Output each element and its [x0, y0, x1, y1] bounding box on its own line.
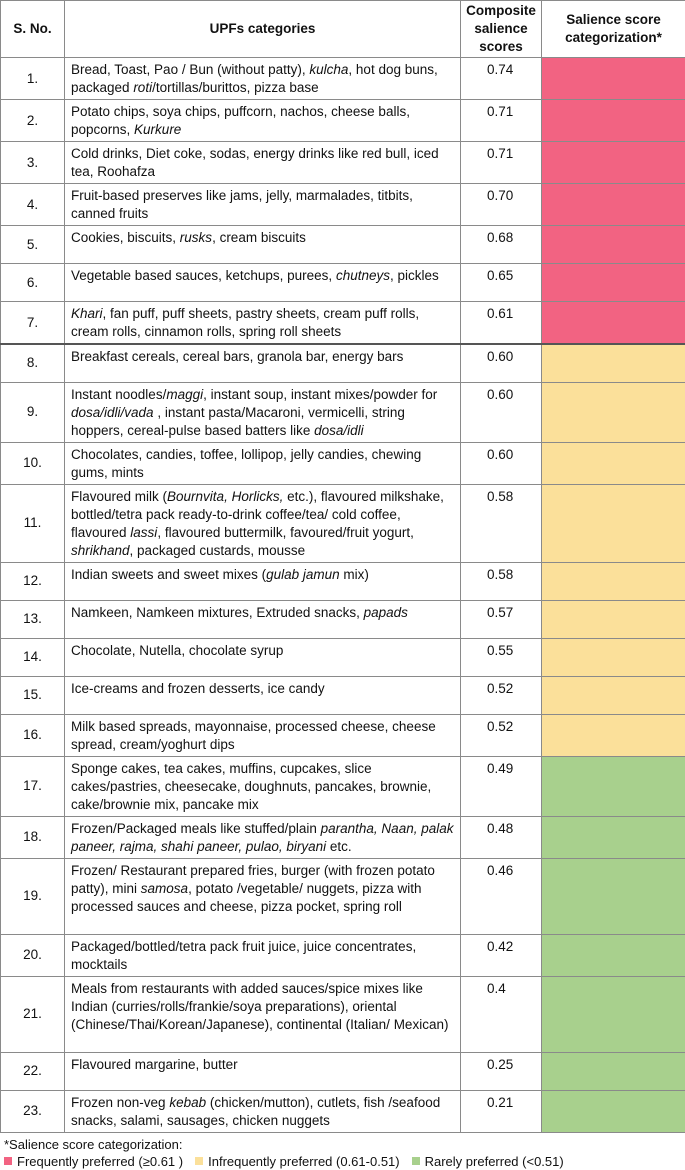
- row-categorization-swatch: [542, 226, 685, 264]
- category-text: Cold drinks, Diet coke, sodas, energy drinks like red bull, iced tea, Roohafza: [71, 146, 439, 179]
- table-row: [1, 100, 685, 142]
- legend-label: Frequently preferred (≥0.61 ): [17, 1153, 183, 1170]
- row-categorization-swatch: [542, 638, 685, 676]
- category-italic-term: rusks: [180, 230, 212, 245]
- category-italic-term: kebab: [169, 1095, 206, 1110]
- category-text: Packaged/bottled/tetra pack fruit juice, juice concentrates, mocktails: [71, 939, 416, 972]
- legend: [4, 1153, 685, 1170]
- row-score: 0.46: [461, 858, 542, 934]
- category-italic-term: dosa/idli: [314, 423, 364, 438]
- row-score: 0.4: [461, 976, 542, 1052]
- row-score: 0.71: [461, 142, 542, 184]
- row-sno: 23.: [1, 1090, 65, 1132]
- category-italic-term: maggi: [166, 387, 203, 402]
- table-row: [1, 264, 685, 302]
- category-text: Breakfast cereals, cereal bars, granola bar, energy bars: [71, 349, 403, 364]
- row-score: 0.21: [461, 1090, 542, 1132]
- category-italic-term: roti: [133, 80, 152, 95]
- row-score: 0.49: [461, 756, 542, 816]
- row-score: 0.48: [461, 816, 542, 858]
- row-sno: 6.: [1, 264, 65, 302]
- table-row: [1, 1052, 685, 1090]
- row-categorization-swatch: [542, 184, 685, 226]
- category-italic-term: Khari: [71, 306, 103, 321]
- row-categorization-swatch: [542, 676, 685, 714]
- table-row: [1, 382, 685, 442]
- header-sno: S. No.: [1, 1, 65, 58]
- legend-square-icon: [412, 1157, 420, 1165]
- row-sno: 15.: [1, 676, 65, 714]
- row-categorization-swatch: [542, 562, 685, 600]
- category-text: Instant noodles/: [71, 387, 166, 402]
- row-score: 0.42: [461, 934, 542, 976]
- row-categorization-swatch: [542, 264, 685, 302]
- category-text: , pickles: [390, 268, 439, 283]
- row-category: [65, 562, 461, 600]
- table-row: [1, 226, 685, 264]
- category-text: etc.), flavoured milkshake, bottled/tetra pack ready-to-drink coffee/tea/ cold coffee, flavoured: [71, 489, 444, 540]
- row-categorization-swatch: [542, 934, 685, 976]
- row-category: [65, 714, 461, 756]
- row-score: 0.68: [461, 226, 542, 264]
- legend-square-icon: [4, 1157, 12, 1165]
- category-text: Frozen/ Restaurant prepared fries, burger (with frozen potato patty), mini: [71, 863, 435, 896]
- table-body: [1, 58, 685, 1133]
- row-category: [65, 264, 461, 302]
- category-text: Flavoured margarine, butter: [71, 1057, 238, 1072]
- table-row: [1, 184, 685, 226]
- row-score: 0.65: [461, 264, 542, 302]
- table-row: [1, 1090, 685, 1132]
- table-row: [1, 302, 685, 345]
- row-category: [65, 226, 461, 264]
- row-categorization-swatch: [542, 382, 685, 442]
- row-sno: 4.: [1, 184, 65, 226]
- table-row: [1, 58, 685, 100]
- row-sno: 17.: [1, 756, 65, 816]
- row-sno: 13.: [1, 600, 65, 638]
- row-category: [65, 756, 461, 816]
- row-category: [65, 676, 461, 714]
- row-category: [65, 58, 461, 100]
- table-row: [1, 816, 685, 858]
- table-row: [1, 934, 685, 976]
- table-row: [1, 638, 685, 676]
- category-italic-term: gulab jamun: [266, 567, 340, 582]
- legend-label: Rarely preferred (<0.51): [425, 1153, 564, 1170]
- row-sno: 12.: [1, 562, 65, 600]
- category-text: Bread, Toast, Pao / Bun (without patty),: [71, 62, 309, 77]
- category-text: Namkeen, Namkeen mixtures, Extruded snacks,: [71, 605, 364, 620]
- row-categorization-swatch: [542, 484, 685, 562]
- legend-item-rare: [412, 1153, 564, 1170]
- header-categorization: Salience score categorization*: [542, 1, 685, 58]
- row-score: 0.58: [461, 484, 542, 562]
- row-sno: 8.: [1, 344, 65, 382]
- row-category: [65, 934, 461, 976]
- category-italic-term: shrikhand: [71, 543, 130, 558]
- header-score: Composite salience scores: [461, 1, 542, 58]
- table-row: [1, 142, 685, 184]
- category-italic-term: dosa/idli/vada: [71, 405, 154, 420]
- row-category: [65, 976, 461, 1052]
- category-text: Flavoured milk (: [71, 489, 167, 504]
- row-sno: 11.: [1, 484, 65, 562]
- category-text: , hot dog buns, packaged: [71, 62, 438, 95]
- row-categorization-swatch: [542, 58, 685, 100]
- category-italic-term: lassi: [130, 525, 157, 540]
- row-score: 0.60: [461, 382, 542, 442]
- row-score: 0.25: [461, 1052, 542, 1090]
- row-category: [65, 638, 461, 676]
- row-category: [65, 302, 461, 345]
- row-category: [65, 484, 461, 562]
- category-text: , instant soup, instant mixes/powder for: [203, 387, 437, 402]
- category-text: Indian sweets and sweet mixes (: [71, 567, 266, 582]
- category-text: Sponge cakes, tea cakes, muffins, cupcakes, slice cakes/pastries, cheesecake, doughnuts, pancakes, brownie, cake/brownie mix, pancake mix: [71, 761, 431, 812]
- row-category: [65, 816, 461, 858]
- row-categorization-swatch: [542, 816, 685, 858]
- row-score: 0.58: [461, 562, 542, 600]
- row-category: [65, 142, 461, 184]
- category-text: Ice-creams and frozen desserts, ice candy: [71, 681, 325, 696]
- legend-item-frequent: [4, 1153, 183, 1170]
- category-text: Milk based spreads, mayonnaise, processed cheese, cheese spread, cream/yoghurt dips: [71, 719, 436, 752]
- row-category: [65, 600, 461, 638]
- category-text: Potato chips, soya chips, puffcorn, nachos, cheese balls, popcorns,: [71, 104, 410, 137]
- table-row: [1, 756, 685, 816]
- category-text: , fan puff, puff sheets, pastry sheets, cream puff rolls, cream rolls, cinnamon rolls, spring roll sheets: [71, 306, 419, 339]
- table-footer: [0, 1133, 685, 1170]
- row-sno: 10.: [1, 442, 65, 484]
- row-category: [65, 382, 461, 442]
- table-row: [1, 442, 685, 484]
- footer-note: *Salience score categorization:: [4, 1136, 685, 1153]
- row-category: [65, 184, 461, 226]
- row-categorization-swatch: [542, 142, 685, 184]
- category-text: Cookies, biscuits,: [71, 230, 180, 245]
- category-text: mix): [340, 567, 369, 582]
- row-categorization-swatch: [542, 714, 685, 756]
- category-text: , flavoured buttermilk, favoured/fruit yogurt,: [157, 525, 414, 540]
- legend-square-icon: [195, 1157, 203, 1165]
- row-categorization-swatch: [542, 1090, 685, 1132]
- row-categorization-swatch: [542, 344, 685, 382]
- header-category: UPFs categories: [65, 1, 461, 58]
- category-text: , potato /vegetable/ nuggets, pizza with processed sauces and cheese, pizza pocket, spring roll: [71, 881, 421, 914]
- table-header-row: [1, 1, 685, 58]
- row-categorization-swatch: [542, 442, 685, 484]
- category-text: Vegetable based sauces, ketchups, purees,: [71, 268, 336, 283]
- row-sno: 18.: [1, 816, 65, 858]
- row-category: [65, 858, 461, 934]
- row-score: 0.71: [461, 100, 542, 142]
- row-score: 0.70: [461, 184, 542, 226]
- table-row: [1, 562, 685, 600]
- row-score: 0.55: [461, 638, 542, 676]
- category-text: , cream biscuits: [212, 230, 306, 245]
- row-score: 0.74: [461, 58, 542, 100]
- category-text: Chocolate, Nutella, chocolate syrup: [71, 643, 283, 658]
- table-row: [1, 976, 685, 1052]
- table-row: [1, 676, 685, 714]
- category-italic-term: samosa: [141, 881, 188, 896]
- row-categorization-swatch: [542, 858, 685, 934]
- row-sno: 2.: [1, 100, 65, 142]
- row-score: 0.57: [461, 600, 542, 638]
- row-score: 0.60: [461, 442, 542, 484]
- category-italic-term: parantha, Naan, palak paneer, rajma, shahi paneer, pulao, biryani: [71, 821, 454, 854]
- row-sno: 22.: [1, 1052, 65, 1090]
- row-sno: 1.: [1, 58, 65, 100]
- category-text: , instant pasta/Macaroni, vermicelli, string hoppers, cereal-pulse based batters like: [71, 405, 405, 438]
- row-sno: 21.: [1, 976, 65, 1052]
- row-categorization-swatch: [542, 600, 685, 638]
- row-score: 0.52: [461, 676, 542, 714]
- table-row: [1, 714, 685, 756]
- table-row: [1, 600, 685, 638]
- legend-label: Infrequently preferred (0.61-0.51): [208, 1153, 400, 1170]
- legend-item-infrequent: [195, 1153, 400, 1170]
- row-score: 0.60: [461, 344, 542, 382]
- category-text: Frozen non-veg: [71, 1095, 169, 1110]
- row-sno: 9.: [1, 382, 65, 442]
- table-row: [1, 344, 685, 382]
- row-sno: 5.: [1, 226, 65, 264]
- category-text: etc.: [326, 839, 352, 854]
- category-text: , packaged custards, mousse: [130, 543, 306, 558]
- category-italic-term: Bournvita, Horlicks,: [167, 489, 283, 504]
- table-row: [1, 858, 685, 934]
- row-sno: 7.: [1, 302, 65, 345]
- row-category: [65, 100, 461, 142]
- row-categorization-swatch: [542, 1052, 685, 1090]
- row-categorization-swatch: [542, 100, 685, 142]
- category-text: Chocolates, candies, toffee, lollipop, jelly candies, chewing gums, mints: [71, 447, 421, 480]
- category-text: (chicken/mutton), cutlets, fish /seafood snacks, salami, sausages, chicken nuggets: [71, 1095, 440, 1128]
- category-italic-term: kulcha: [309, 62, 348, 77]
- category-text: Fruit-based preserves like jams, jelly, marmalades, titbits, canned fruits: [71, 188, 413, 221]
- row-score: 0.52: [461, 714, 542, 756]
- row-categorization-swatch: [542, 302, 685, 345]
- row-category: [65, 1090, 461, 1132]
- row-sno: 16.: [1, 714, 65, 756]
- row-categorization-swatch: [542, 976, 685, 1052]
- row-sno: 14.: [1, 638, 65, 676]
- category-italic-term: papads: [364, 605, 408, 620]
- row-categorization-swatch: [542, 756, 685, 816]
- row-sno: 20.: [1, 934, 65, 976]
- category-italic-term: chutneys: [336, 268, 390, 283]
- row-category: [65, 1052, 461, 1090]
- table-row: [1, 484, 685, 562]
- row-score: 0.61: [461, 302, 542, 345]
- category-text: Frozen/Packaged meals like stuffed/plain: [71, 821, 321, 836]
- category-text: /tortillas/burittos, pizza base: [152, 80, 319, 95]
- row-category: [65, 442, 461, 484]
- category-text: Meals from restaurants with added sauces/spice mixes like Indian (curries/rolls/frankie/soya preparations), oriental (Chinese/Thai/Korean/Japanese), continental (Italian/ Mexican): [71, 981, 448, 1032]
- row-category: [65, 344, 461, 382]
- row-sno: 19.: [1, 858, 65, 934]
- category-italic-term: Kurkure: [134, 122, 181, 137]
- row-sno: 3.: [1, 142, 65, 184]
